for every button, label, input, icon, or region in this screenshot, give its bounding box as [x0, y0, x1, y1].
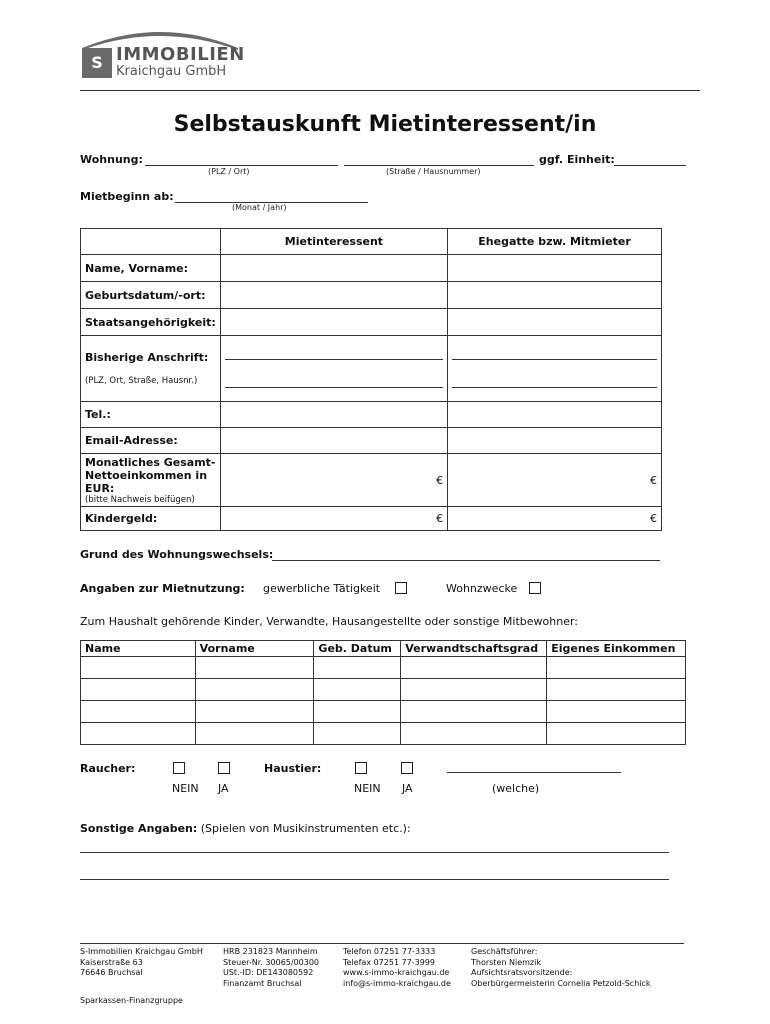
- footer-line: USt.-ID: DE143080592: [223, 968, 314, 977]
- raucher-ja-checkbox[interactable]: [218, 762, 230, 774]
- hh-cell[interactable]: [547, 657, 686, 679]
- col-header-mitmieter: Ehegatte bzw. Mitmieter: [448, 229, 662, 255]
- einkommen-label-2: Nettoeinkommen in: [85, 468, 208, 482]
- wohnung-label: Wohnung:: [80, 153, 143, 166]
- tel-field-partner[interactable]: [448, 402, 662, 428]
- row-label-tel: Tel.:: [81, 402, 221, 428]
- name-field-applicant[interactable]: [220, 255, 447, 282]
- staat-field-applicant[interactable]: [220, 309, 447, 336]
- hh-col-name: Name: [81, 641, 196, 657]
- footer-line: Geschäftsführer:: [471, 947, 538, 956]
- hh-col-verwandt: Verwandtschaftsgrad: [401, 641, 547, 657]
- sonstige-field-2[interactable]: [80, 870, 669, 880]
- wohnung-plz-field[interactable]: [145, 156, 338, 166]
- logo-s-icon: S: [82, 48, 112, 78]
- hh-cell[interactable]: [547, 723, 686, 745]
- kindergeld-field-partner[interactable]: [448, 507, 662, 531]
- footer-register: [223, 947, 319, 989]
- geburt-field-partner[interactable]: [448, 282, 662, 309]
- anschrift-field-applicant[interactable]: [220, 336, 447, 402]
- einheit-field[interactable]: [614, 156, 686, 166]
- footer-management: [471, 947, 651, 989]
- header-divider: [80, 90, 700, 91]
- hh-cell[interactable]: [81, 657, 196, 679]
- geburt-field-applicant[interactable]: [220, 282, 447, 309]
- hh-cell[interactable]: [547, 679, 686, 701]
- einkommen-hint: (bitte Nachweis beifügen): [85, 494, 195, 505]
- table-row: [81, 657, 686, 679]
- anschrift-hint: (PLZ, Ort, Straße, Hausnr.): [85, 376, 198, 386]
- footer-line: S-Immobilien Kraichgau GmbH: [80, 947, 203, 956]
- hh-cell[interactable]: [314, 723, 401, 745]
- col-header-mietinteressent: Mietinteressent: [220, 229, 447, 255]
- haustier-nein-checkbox[interactable]: [355, 762, 367, 774]
- hh-cell[interactable]: [401, 679, 547, 701]
- footer-line: Finanzamt Bruchsal: [223, 978, 302, 988]
- footer-line: Telefon 07251 77-3333: [343, 947, 436, 956]
- raucher-nein-label: NEIN: [172, 782, 199, 795]
- table-corner: [81, 229, 221, 255]
- haushalt-intro: Zum Haushalt gehörende Kinder, Verwandte, Hausangestellte oder sonstige Mitbewohner:: [80, 615, 579, 628]
- footer-divider: [80, 943, 684, 944]
- footer-line: Kaiserstraße 63: [80, 957, 143, 967]
- einkommen-label-1: Monatliches Gesamt-: [85, 455, 216, 469]
- email-field-partner[interactable]: [448, 428, 662, 454]
- nutzung-label: Angaben zur Mietnutzung:: [80, 582, 245, 595]
- footer-line: HRB 231823 Mannheim: [223, 947, 318, 956]
- hh-col-geb: Geb. Datum: [314, 641, 401, 657]
- sonstige-field-1[interactable]: [80, 843, 669, 853]
- hh-cell[interactable]: [195, 723, 314, 745]
- haustier-welche-field[interactable]: [447, 763, 621, 773]
- hh-cell[interactable]: [81, 679, 196, 701]
- nutzung-option-gewerblich: gewerbliche Tätigkeit: [263, 582, 381, 595]
- haustier-welche-hint: (welche): [492, 782, 540, 795]
- footer-line: Aufsichtsratsvorsitzende:: [471, 968, 573, 977]
- staat-field-partner[interactable]: [448, 309, 662, 336]
- haustier-nein-label: NEIN: [354, 782, 381, 795]
- table-row: [81, 701, 686, 723]
- hh-cell[interactable]: [314, 679, 401, 701]
- footer-contact: [343, 947, 451, 989]
- euro-symbol: €: [436, 473, 444, 487]
- einkommen-label-3: EUR:: [85, 481, 115, 495]
- row-label-name: Name, Vorname:: [81, 255, 221, 282]
- sonstige-hint: (Spielen von Musikinstrumenten etc.):: [200, 822, 411, 835]
- footer-website-link[interactable]: www.s-immo-kraichgau.de: [343, 968, 450, 977]
- raucher-nein-checkbox[interactable]: [173, 762, 185, 774]
- mietbeginn-label: Mietbeginn ab:: [80, 190, 174, 203]
- haustier-ja-label: JA: [402, 782, 413, 795]
- row-label-staat: Staatsangehörigkeit:: [81, 309, 221, 336]
- hh-cell[interactable]: [314, 657, 401, 679]
- wohnung-strasse-field[interactable]: [344, 156, 534, 166]
- hh-cell[interactable]: [81, 701, 196, 723]
- kindergeld-field-applicant[interactable]: [220, 507, 447, 531]
- gewerblich-checkbox[interactable]: [395, 582, 407, 594]
- hh-cell[interactable]: [401, 723, 547, 745]
- hh-cell[interactable]: [401, 657, 547, 679]
- footer-line: Thorsten Niemzik: [471, 957, 541, 967]
- grund-field[interactable]: [272, 551, 660, 561]
- row-label-einkommen: [81, 454, 221, 507]
- footer-line: Oberbürgermeisterin Cornelia Petzold-Schick: [471, 978, 651, 988]
- tel-field-applicant[interactable]: [220, 402, 447, 428]
- name-field-partner[interactable]: [448, 255, 662, 282]
- raucher-label: Raucher:: [80, 762, 136, 775]
- nutzung-option-wohnzwecke: Wohnzwecke: [446, 582, 518, 595]
- mietbeginn-hint: (Monat / Jahr): [232, 203, 287, 212]
- footer-email-link[interactable]: info@s-immo-kraichgau.de: [343, 978, 451, 988]
- table-row: [81, 679, 686, 701]
- hh-col-vorname: Vorname: [195, 641, 314, 657]
- row-label-geburt: Geburtsdatum/-ort:: [81, 282, 221, 309]
- footer-line: Telefax 07251 77-3999: [343, 957, 436, 967]
- mietbeginn-field[interactable]: [175, 193, 368, 203]
- sonstige-label: Sonstige Angaben:: [80, 822, 198, 835]
- row-label-email: Email-Adresse:: [81, 428, 221, 454]
- row-label-kindergeld: Kindergeld:: [81, 507, 221, 531]
- euro-symbol: €: [436, 512, 444, 525]
- hh-cell[interactable]: [401, 701, 547, 723]
- hh-cell[interactable]: [81, 723, 196, 745]
- haustier-ja-checkbox[interactable]: [401, 762, 413, 774]
- grund-label: Grund des Wohnungswechsels:: [80, 548, 274, 561]
- applicant-table: [80, 228, 662, 531]
- logo-text-immobilien: IMMOBILIEN: [116, 44, 245, 65]
- einheit-label: ggf. Einheit:: [539, 153, 615, 166]
- hh-cell[interactable]: [195, 701, 314, 723]
- anschrift-label: Bisherige Anschrift:: [85, 351, 209, 364]
- row-label-anschrift: [81, 336, 221, 402]
- euro-symbol: €: [650, 512, 657, 525]
- einkommen-field-applicant[interactable]: [220, 454, 447, 507]
- plz-hint: (PLZ / Ort): [208, 167, 250, 176]
- euro-symbol: €: [650, 473, 657, 487]
- haustier-label: Haustier:: [264, 762, 322, 775]
- einkommen-field-partner[interactable]: [448, 454, 662, 507]
- email-field-applicant[interactable]: [220, 428, 447, 454]
- strasse-hint: (Straße / Hausnummer): [386, 167, 481, 176]
- raucher-ja-label: JA: [218, 782, 229, 795]
- sonstige-row: [80, 822, 411, 835]
- hh-col-einkommen: Eigenes Einkommen: [547, 641, 686, 657]
- anschrift-field-partner[interactable]: [448, 336, 662, 402]
- footer-company: [80, 947, 203, 979]
- footer-line: 76646 Bruchsal: [80, 968, 143, 977]
- hh-cell[interactable]: [314, 701, 401, 723]
- table-row: [81, 723, 686, 745]
- hh-cell[interactable]: [195, 679, 314, 701]
- wohnzwecke-checkbox[interactable]: [529, 582, 541, 594]
- hh-cell[interactable]: [547, 701, 686, 723]
- page-title: Selbstauskunft Mietinteressent/in: [173, 112, 597, 137]
- footer-group: Sparkassen-Finanzgruppe: [80, 996, 183, 1005]
- household-table: [80, 640, 686, 745]
- hh-cell[interactable]: [195, 657, 314, 679]
- footer-line: Steuer-Nr. 30065/00300: [223, 957, 320, 967]
- logo-text-kraichgau: Kraichgau GmbH: [116, 64, 227, 79]
